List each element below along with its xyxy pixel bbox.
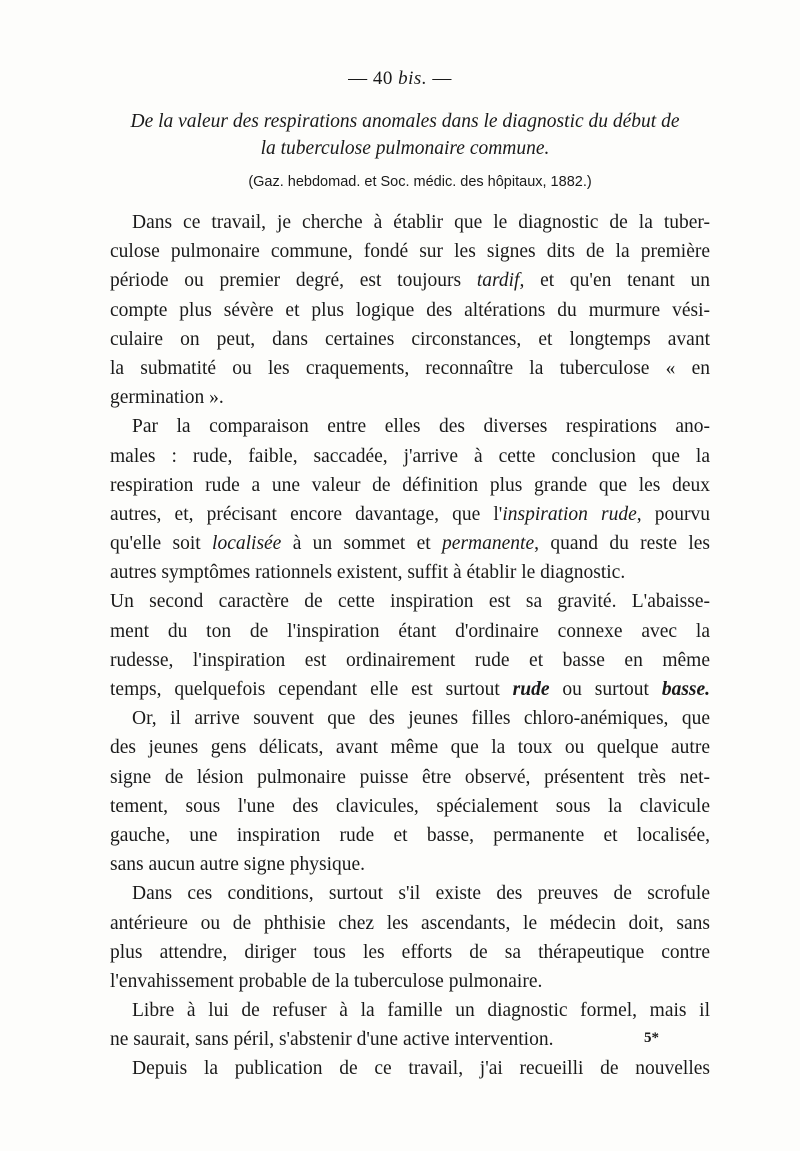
text-line: la submatité ou les craquements, reconnaître la tuberculose « en	[110, 357, 710, 379]
article-title	[105, 108, 705, 162]
text-line: culaire on peut, dans certaines circonstances, et longtemps avant	[110, 328, 710, 350]
text-line: antérieure ou de phthisie chez les ascendants, le médecin doit, sans	[110, 912, 710, 934]
text-span: autres, et, précisant encore davantage, que l'	[110, 503, 503, 525]
text-line: gauche, une inspiration rude et basse, permanente et localisée,	[110, 824, 710, 846]
text-line: plus attendre, diriger tous les efforts de sa thérapeutique contre	[110, 941, 710, 963]
article-title-line-2: la tuberculose pulmonaire commune.	[260, 138, 550, 159]
emphasis-text: rude	[512, 679, 550, 700]
page-number-bis: bis.	[398, 68, 428, 89]
text-span: , pourvu	[636, 503, 710, 525]
text-line: Libre à lui de refuser à la famille un diagnostic formel, mais il	[132, 1000, 710, 1022]
text-line	[110, 529, 710, 558]
emphasis-text: tardif,	[476, 270, 525, 292]
text-line: compte plus sévère et plus logique des altérations du murmure vési-	[110, 299, 710, 321]
text-line: culose pulmonaire commune, fondé sur les signes dits de la première	[110, 241, 710, 263]
emphasis-text: basse.	[661, 679, 711, 700]
text-line	[110, 266, 710, 295]
source-citation: (Gaz. hebdomad. et Soc. médic. des hôpitaux, 1882.)	[248, 174, 592, 190]
text-line: ment du ton de l'inspiration étant d'ordinaire connexe avec la	[110, 620, 710, 642]
text-line: Dans ce travail, je cherche à établir que le diagnostic de la tuber-	[132, 212, 710, 233]
text-line: Par la comparaison entre elles des diverses respirations ano-	[132, 416, 710, 438]
text-span: qu'elle soit	[110, 533, 201, 555]
text-line: des jeunes gens délicats, avant même que la toux ou quelque autre	[110, 737, 710, 759]
text-line: Depuis la publication de ce travail, j'ai recueilli de nouvelles	[132, 1058, 710, 1080]
text-span: ou surtout	[562, 679, 649, 700]
text-line: autres symptômes rationnels existent, suffit à établir le diagnostic.	[110, 562, 626, 584]
text-line	[110, 500, 710, 529]
text-span: et qu'en tenant un	[540, 270, 710, 292]
text-line: males : rude, faible, saccadée, j'arrive à cette conclusion que la	[110, 445, 710, 467]
body-text	[110, 208, 710, 1084]
text-line: germination ».	[110, 387, 224, 409]
text-span: période ou premier degré, est toujours	[110, 270, 462, 292]
emphasis-text: localisée	[212, 533, 282, 555]
text-line: signe de lésion pulmonaire puisse être observé, présentent très net-	[110, 766, 710, 788]
text-line: rudesse, l'inspiration est ordinairement rude et basse en même	[110, 649, 710, 671]
signature-mark: 5*	[644, 1030, 659, 1046]
page-number-header	[0, 68, 800, 90]
text-line: Or, il arrive souvent que des jeunes filles chloro-anémiques, que	[132, 708, 710, 730]
text-line: tement, sous l'une des clavicules, spécialement sous la clavicule	[110, 795, 710, 817]
text-span: à un sommet et	[292, 533, 431, 555]
page-number-dash: —	[432, 68, 452, 89]
page-number: — 40	[348, 68, 393, 89]
text-line: Dans ces conditions, surtout s'il existe des preuves de scrofule	[132, 883, 710, 905]
text-line: Un second caractère de cette inspiration est sa gravité. L'abaisse-	[110, 591, 710, 613]
text-span: , quand du reste les	[534, 533, 710, 555]
emphasis-text: permanente	[442, 533, 535, 555]
text-line: ne saurait, sans péril, s'abstenir d'une active intervention.	[110, 1029, 554, 1051]
text-line	[110, 675, 710, 704]
text-line: l'envahissement probable de la tuberculose pulmonaire.	[110, 970, 543, 992]
emphasis-text: inspiration rude	[502, 503, 637, 525]
text-line: sans aucun autre signe physique.	[110, 854, 366, 876]
text-span: temps, quelquefois cependant elle est surtout	[110, 679, 500, 700]
text-line: respiration rude a une valeur de définition plus grande que les deux	[110, 474, 710, 496]
article-title-line-1: De la valeur des respirations anomales dans le diagnostic du début de	[130, 111, 680, 132]
